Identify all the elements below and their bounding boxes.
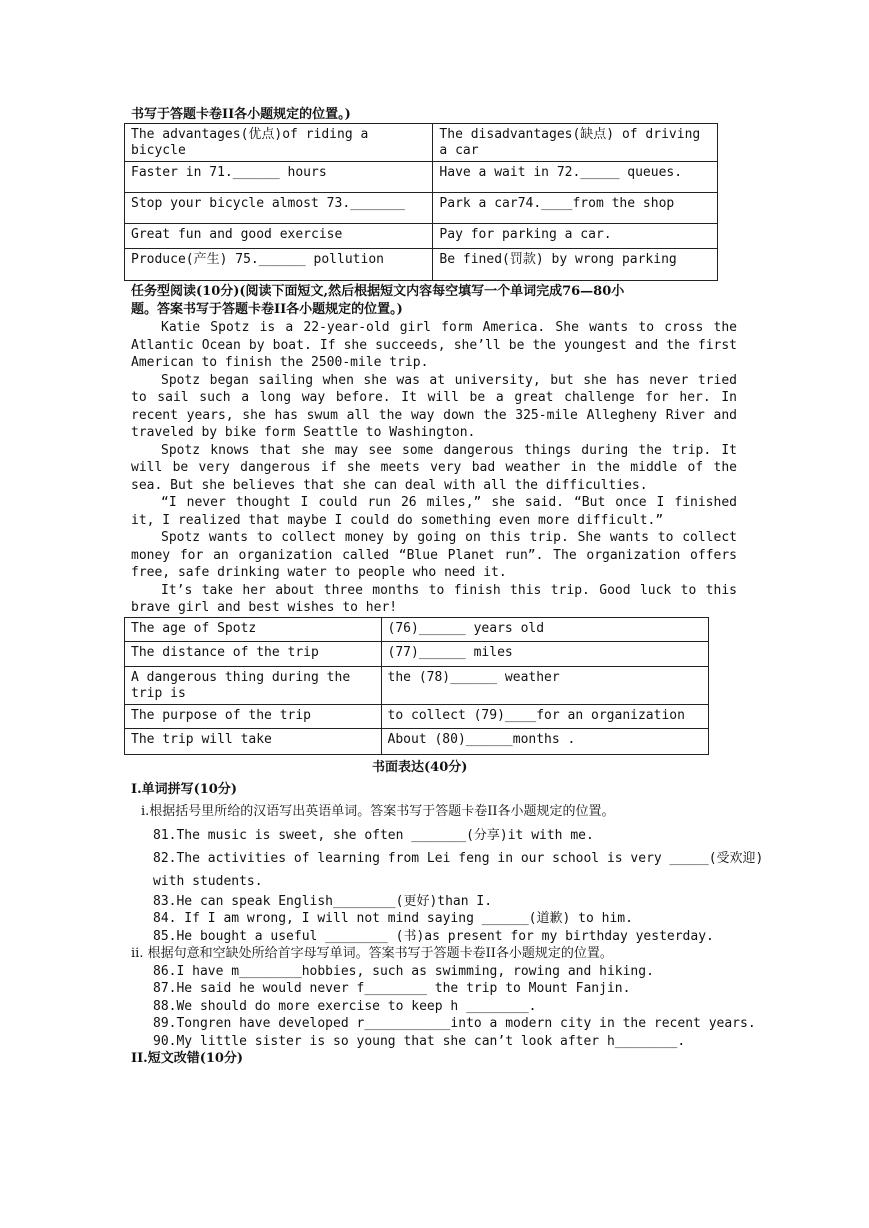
passage-paragraph: Spotz began sailing when she was at university, but she has never tried to sail such a long way before. It will be a great challenge for her. In recent years, she has swum all the way down the 325-mile Allegheny River and traveled by bike form Seattle to Washington. bbox=[131, 372, 737, 440]
comparison-table bbox=[124, 123, 718, 281]
task-reading-heading-2: 题。答案书写于答题卡卷II各小题规定的位置。) bbox=[131, 302, 403, 317]
reading-passage bbox=[131, 319, 737, 617]
table-row bbox=[125, 224, 718, 249]
table-cell: Faster in 71.______ hours bbox=[125, 162, 433, 193]
table-row bbox=[125, 162, 718, 193]
table-cell: the (78)______ weather bbox=[381, 667, 708, 705]
table-cell: Stop your bicycle almost 73._______ bbox=[125, 193, 433, 224]
passage-paragraph: It’s take her about three months to finish this trip. Good luck to this brave girl and best wishes to her! bbox=[131, 582, 737, 615]
exercise-84: 84. If I am wrong, I will not mind saying ______(道歉) to him. bbox=[153, 911, 633, 926]
table-cell: The disadvantages(缺点) of driving a car bbox=[433, 124, 718, 162]
task-table bbox=[124, 617, 709, 755]
table-cell: Park a car74.____from the shop bbox=[433, 193, 718, 224]
exercise-89: 89.Tongren have developed r___________into a modern city in the recent years. bbox=[153, 1016, 756, 1031]
exercise-86: 86.I have m________hobbies, such as swimming, rowing and hiking. bbox=[153, 964, 654, 979]
table-cell: Have a wait in 72._____ queues. bbox=[433, 162, 718, 193]
task-reading-heading-1: 任务型阅读(10分)(阅读下面短文,然后根据短文内容每空填写一个单词完成76—80小 bbox=[131, 284, 625, 299]
table-cell: The age of Spotz bbox=[125, 618, 382, 642]
passage-paragraph: Spotz wants to collect money by going on this trip. She wants to collect money for an organization called “Blue Planet run”. The organization offers free, safe drinking water to people who need it. bbox=[131, 530, 737, 580]
table-cell: Great fun and good exercise bbox=[125, 224, 433, 249]
passage-paragraph: “I never thought I could run 26 miles,” she said. “But once I finished it, I realized that maybe I could do something even more difficult.” bbox=[131, 495, 737, 528]
table-cell: The advantages(优点)of riding a bicycle bbox=[125, 124, 433, 162]
exercise-81: 81.The music is sweet, she often _______(分享)it with me. bbox=[153, 828, 594, 843]
table-row bbox=[125, 124, 718, 162]
exercise-85: 85.He bought a useful ________ (书)as present for my birthday yesterday. bbox=[153, 929, 714, 944]
sub-i-instruction: i.根据括号里所给的汉语写出英语单词。答案书写于答题卡卷II各小题规定的位置。 bbox=[141, 804, 615, 819]
table-cell: A dangerous thing during the trip is bbox=[125, 667, 382, 705]
table-cell: The trip will take bbox=[125, 729, 382, 755]
table-cell: The purpose of the trip bbox=[125, 705, 382, 729]
table-row bbox=[125, 705, 709, 729]
exercise-82-cont: with students. bbox=[153, 874, 263, 889]
header-note: 书写于答题卡卷II各小题规定的位置。) bbox=[131, 107, 351, 122]
table-row bbox=[125, 667, 709, 705]
table-cell: (76)______ years old bbox=[381, 618, 708, 642]
table-cell: (77)______ miles bbox=[381, 642, 708, 667]
passage-paragraph: Spotz knows that she may see some dangerous things during the trip. It will be very dangerous if she meets very bad weather in the middle of the sea. But she believes that she can deal with all the difficulties. bbox=[131, 442, 737, 493]
exercise-87: 87.He said he would never f________ the trip to Mount Fanjin. bbox=[153, 981, 631, 996]
table-row bbox=[125, 642, 709, 667]
exercise-90: 90.My little sister is so young that she can’t look after h________. bbox=[153, 1034, 686, 1049]
table-row bbox=[125, 729, 709, 755]
part2-title: II.短文改错(10分) bbox=[131, 1051, 244, 1066]
table-cell: Be fined(罚款) by wrong parking bbox=[433, 249, 718, 281]
table-cell: to collect (79)____for an organization bbox=[381, 705, 708, 729]
exercise-82: 82.The activities of learning from Lei feng in our school is very _____(受欢迎) bbox=[153, 851, 764, 866]
table-row bbox=[125, 618, 709, 642]
table-cell: Pay for parking a car. bbox=[433, 224, 718, 249]
exercise-83: 83.He can speak English________(更好)than I. bbox=[153, 894, 493, 909]
part1-title: I.单词拼写(10分) bbox=[131, 782, 237, 797]
table-cell: The distance of the trip bbox=[125, 642, 382, 667]
sub-ii-instruction: ii. 根据句意和空缺处所给首字母写单词。答案书写于答题卡卷II各小题规定的位置。 bbox=[131, 946, 613, 961]
writing-section-title: 书面表达(40分) bbox=[372, 760, 468, 775]
table-row bbox=[125, 193, 718, 224]
table-row bbox=[125, 249, 718, 281]
table-cell: Produce(产生) 75.______ pollution bbox=[125, 249, 433, 281]
exercise-88: 88.We should do more exercise to keep h ________. bbox=[153, 999, 537, 1014]
table-cell: About (80)______months . bbox=[381, 729, 708, 755]
passage-paragraph: Katie Spotz is a 22-year-old girl form America. She wants to cross the Atlantic Ocean by boat. If she succeeds, she’ll be the youngest and the first American to finish the 2500-mile trip. bbox=[131, 320, 737, 370]
